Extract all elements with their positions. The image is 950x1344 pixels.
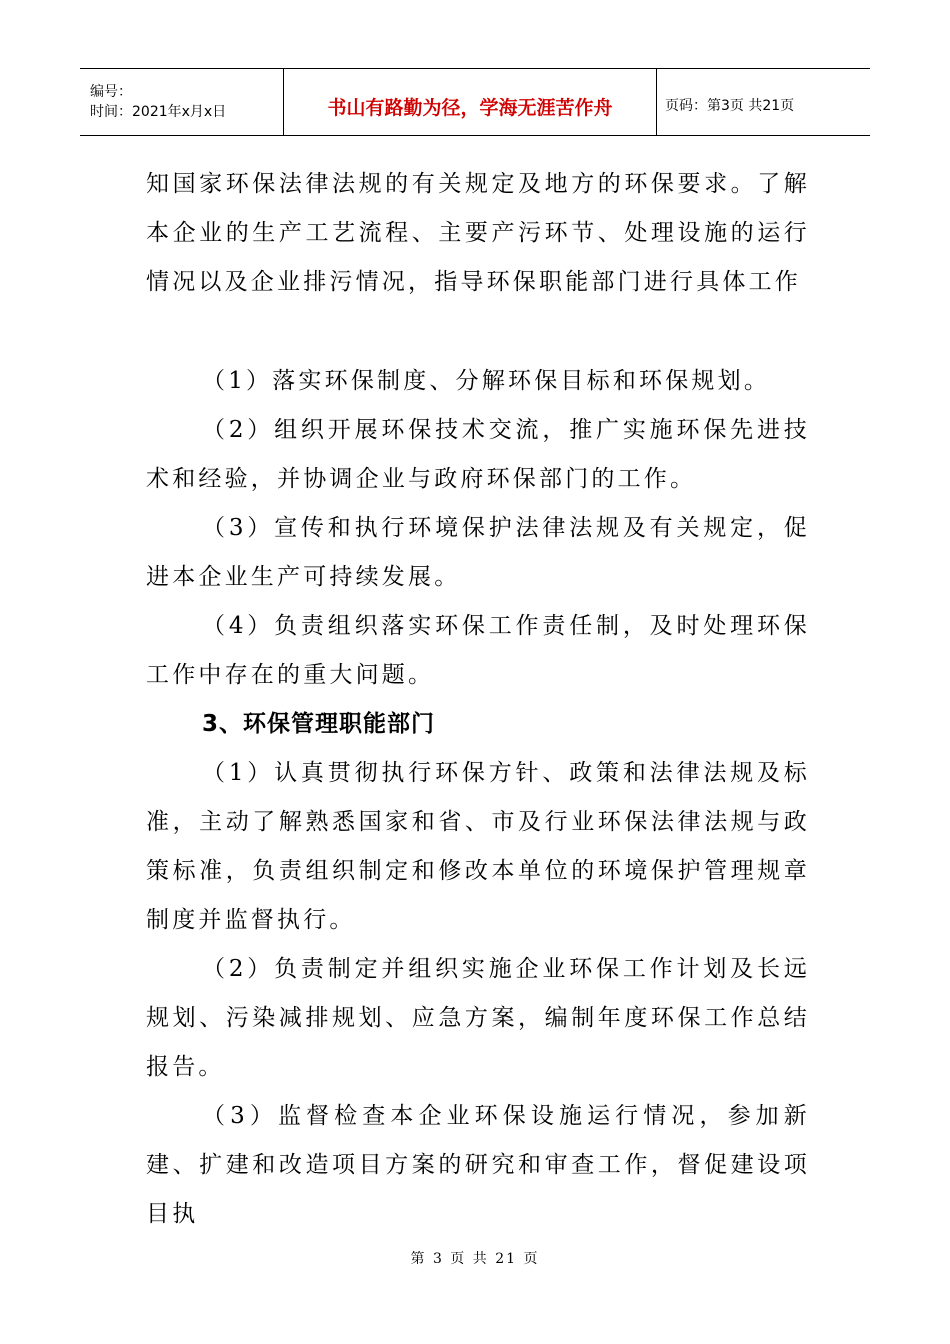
paragraph-7: （2）负责制定并组织实施企业环保工作计划及长远规划、污染减排规划、应急方案，编制年度环保工作总结报告。 xyxy=(146,956,810,1080)
header-date-label: 时间：2021年x月x日 xyxy=(90,104,227,120)
footer-page-number: 第 3 页 共 21 页 xyxy=(410,1251,540,1267)
header-motto xyxy=(283,69,657,135)
header-page-info xyxy=(657,69,870,135)
paragraph-gap xyxy=(146,307,810,357)
page-footer xyxy=(0,1248,950,1268)
section-heading: 3、环保管理职能部门 xyxy=(202,711,436,737)
paragraph-2: （1）落实环保制度、分解环保目标和环保规划。 xyxy=(202,368,771,394)
header-meta xyxy=(80,69,283,135)
paragraph-4: （3）宣传和执行环境保护法律法规及有关规定，促进本企业生产可持续发展。 xyxy=(146,515,810,590)
header-motto-text: 书山有路勤为径，学海无涯苦作舟 xyxy=(327,96,613,119)
header-number-label: 编号： xyxy=(90,84,132,100)
document-body xyxy=(146,160,810,1239)
paragraph-6: （1）认真贯彻执行环保方针、政策和法律法规及标准，主动了解熟悉国家和省、市及行业环保法律法规与政策标准，负责组织制定和修改本单位的环境保护管理规章制度并监督执行。 xyxy=(146,760,810,933)
paragraph-8: （3）监督检查本企业环保设施运行情况，参加新建、扩建和改造项目方案的研究和审查工作，督促建设项目执 xyxy=(146,1103,810,1227)
page-header xyxy=(80,68,870,136)
paragraph-3: （2）组织开展环保技术交流，推广实施环保先进技术和经验，并协调企业与政府环保部门的工作。 xyxy=(146,417,810,492)
paragraph-5: （4）负责组织落实环保工作责任制，及时处理环保工作中存在的重大问题。 xyxy=(146,613,810,688)
header-page-info-text: 页码：第3页 共21页 xyxy=(665,98,795,114)
paragraph-1: 知国家环保法律法规的有关规定及地方的环保要求。了解本企业的生产工艺流程、主要产污环节、处理设施的运行情况以及企业排污情况，指导环保职能部门进行具体工作 xyxy=(146,171,810,295)
